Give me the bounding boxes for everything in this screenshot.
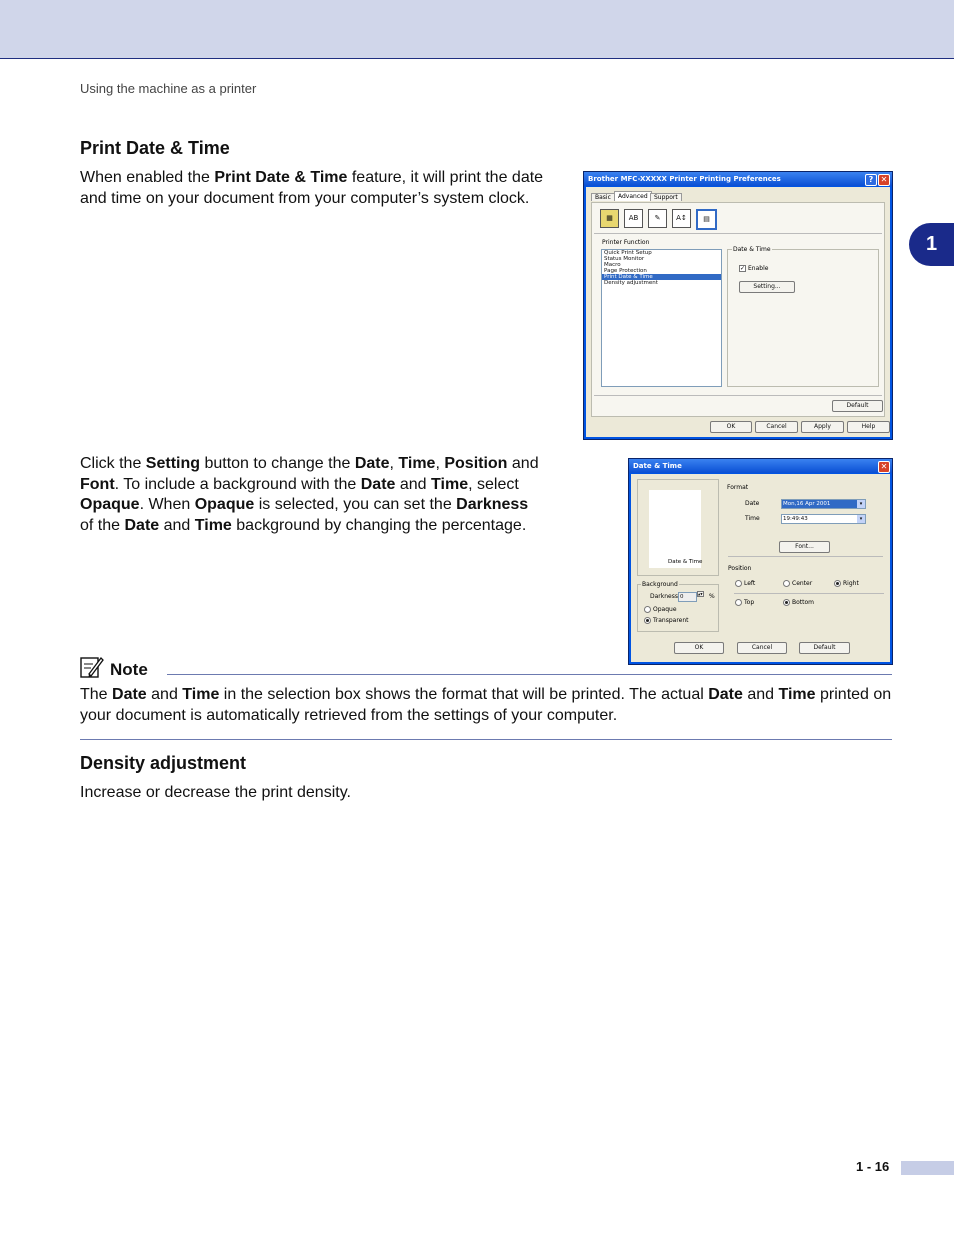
printer-function-item[interactable]: Status Monitor (604, 256, 645, 262)
darkness-value: 0 (680, 594, 684, 600)
dialog2-titlebar (629, 459, 892, 473)
bold-term: Time (182, 686, 220, 703)
tab-basic[interactable]: Basic (591, 193, 615, 201)
radio-left[interactable] (735, 580, 755, 587)
note-pencil-icon (80, 655, 104, 679)
bold-term: Font (80, 475, 115, 493)
header-footer-icon[interactable]: AB (624, 209, 643, 228)
chevron-down-icon[interactable]: ▾ (857, 515, 865, 523)
radio-bottom[interactable] (783, 599, 814, 606)
text-run: is selected, you can set the (254, 496, 457, 513)
cancel-button[interactable]: Cancel (755, 421, 798, 433)
text-run: and (159, 516, 195, 534)
tab-support[interactable]: Support (650, 193, 682, 201)
radio-top[interactable] (735, 599, 754, 606)
time-value: 19:49:43 (783, 516, 808, 522)
device-options-icon[interactable]: ▤ (696, 209, 717, 230)
footer-bar (901, 1161, 954, 1175)
text-run: and (395, 475, 432, 493)
help-icon[interactable]: ? (865, 174, 877, 186)
text-run: . When (139, 496, 195, 513)
bold-term: Darkness (456, 496, 529, 513)
note-rule-bottom (80, 739, 892, 740)
date-time-dialog (628, 458, 893, 665)
apply-button[interactable]: Apply (801, 421, 844, 433)
radio-transparent-label: Transparent (653, 617, 689, 624)
printer-function-item[interactable]: Density adjustment (604, 280, 658, 286)
radio-right-dot[interactable] (834, 580, 841, 587)
time-select[interactable] (781, 514, 866, 524)
chapter-tab: 1 (909, 223, 954, 266)
radio-left-label: Left (744, 580, 756, 587)
tab-advanced[interactable]: Advanced (614, 191, 652, 201)
bold-term: Time (431, 475, 469, 493)
printer-function-item[interactable]: Print Date & Time (602, 274, 721, 280)
text-run: and (507, 455, 539, 472)
radio-top-dot[interactable] (735, 599, 742, 606)
default-button[interactable]: Default (832, 400, 883, 412)
text-run: printed on your document is automatically retrieved from the settings of your computer. (80, 686, 892, 724)
date-time-group-label: Date & Time (733, 246, 771, 253)
text-run: of the (80, 516, 125, 534)
help-button[interactable]: Help (847, 421, 890, 433)
text-run: . To include a background with the (114, 475, 361, 493)
page-number: 1 - 16 (856, 1159, 890, 1174)
bold-term: Date (112, 686, 147, 703)
running-head: Using the machine as a printer (80, 81, 257, 96)
bold-term: Date (354, 455, 390, 472)
darkness-input[interactable] (678, 592, 697, 602)
radio-opaque-label: Opaque (653, 606, 677, 613)
printer-function-label: Printer Function (602, 239, 650, 246)
text-run: , (389, 455, 399, 472)
radio-top-label: Top (744, 599, 755, 606)
darkness-spinner[interactable]: ▲▼ (698, 592, 703, 596)
text-run: button to change the (200, 455, 355, 472)
bold-term: Opaque (194, 496, 255, 513)
page-setting-icon[interactable]: ✎ (648, 209, 667, 228)
dialog2-title: Date & Time (633, 462, 682, 470)
format-label: Format (727, 484, 749, 491)
text-run: and (742, 686, 779, 703)
bold-term: Opaque (80, 496, 140, 513)
ok-button[interactable]: OK (674, 642, 724, 654)
printing-preferences-dialog (583, 171, 893, 440)
bold-term: Date (124, 516, 160, 534)
note-label: Note (110, 660, 148, 679)
preview-date-time: Date & Time (668, 559, 703, 565)
print-quality-icon[interactable]: A↕ (672, 209, 691, 228)
font-button[interactable]: Font... (779, 541, 830, 553)
printer-function-item[interactable]: Macro (604, 262, 621, 268)
enable-checkbox[interactable] (739, 265, 768, 272)
bold-term: Position (444, 455, 508, 472)
text-run: background by changing the percentage. (231, 516, 527, 534)
bold-term: Time (398, 455, 436, 472)
enable-label: Enable (748, 265, 769, 272)
radio-left-dot[interactable] (735, 580, 742, 587)
format-divider (728, 556, 883, 557)
chevron-down-icon[interactable]: ▾ (857, 500, 865, 508)
text-run: in the selection box shows the format that will be printed. The actual (219, 686, 709, 703)
radio-center-dot[interactable] (783, 580, 790, 587)
watermark-icon[interactable]: ▦ (600, 209, 619, 228)
text-run: , (435, 455, 445, 472)
bottom-divider (594, 395, 882, 396)
text-run: feature, it will print the date and time on your document from your computer’s system clock. (80, 169, 544, 207)
radio-right-label: Right (843, 580, 859, 587)
dialog-titlebar (584, 172, 892, 186)
text-run: and (146, 686, 183, 703)
date-select[interactable] (781, 499, 866, 509)
cancel-button[interactable]: Cancel (737, 642, 787, 654)
bold-term: Setting (145, 455, 201, 472)
position-divider (734, 593, 884, 594)
date-value: Mon,16 Apr 2001 (783, 501, 831, 507)
position-label: Position (728, 565, 752, 572)
text-run: The (80, 686, 113, 703)
radio-bottom-label: Bottom (792, 599, 815, 606)
printer-function-item[interactable]: Quick Print Setup (604, 250, 652, 256)
dialog2-body (631, 474, 890, 662)
time-label: Time (745, 515, 760, 522)
density-text: Increase or decrease the print density. (80, 784, 351, 801)
bold-term: Time (194, 516, 232, 534)
close-icon[interactable]: ✕ (878, 461, 890, 473)
radio-opaque[interactable] (644, 606, 677, 613)
setting-button[interactable]: Setting... (739, 281, 795, 293)
enable-check[interactable]: ✓ (740, 265, 746, 272)
top-band (0, 0, 954, 59)
text-run: Click the (80, 455, 146, 472)
radio-opaque-dot[interactable] (644, 606, 651, 613)
percent-label: % (709, 593, 715, 600)
note-text (80, 685, 892, 726)
date-label: Date (745, 500, 760, 507)
preview-page (649, 490, 701, 568)
background-label: Background (642, 581, 678, 588)
section-title-print-date-time: Print Date & Time (80, 138, 230, 158)
bold-term: Date (360, 475, 396, 493)
dialog-body (586, 187, 890, 437)
radio-center[interactable] (783, 580, 812, 587)
dialog-title: Brother MFC-XXXXX Printer Printing Preferences (588, 175, 781, 183)
printer-function-item[interactable]: Page Protection (604, 268, 647, 274)
bold-term: Print Date & Time (214, 169, 348, 186)
paragraph-intro (80, 168, 545, 209)
bold-term: Date (708, 686, 743, 703)
default-button[interactable]: Default (799, 642, 850, 654)
radio-transparent[interactable] (644, 617, 689, 624)
bold-term: Time (778, 686, 816, 703)
radio-bottom-dot[interactable] (783, 599, 790, 606)
icon-divider (594, 233, 882, 234)
ok-button[interactable]: OK (710, 421, 752, 433)
radio-transparent-dot[interactable] (644, 617, 651, 624)
text-run: When enabled the (80, 169, 215, 186)
close-icon[interactable]: ✕ (878, 174, 890, 186)
darkness-label: Darkness (650, 593, 678, 600)
section-title-density: Density adjustment (80, 753, 247, 773)
printer-function-list[interactable] (601, 249, 722, 387)
paragraph-setting (80, 454, 545, 536)
note-rule-top (167, 674, 892, 675)
radio-right[interactable] (834, 580, 859, 587)
radio-center-label: Center (792, 580, 813, 587)
text-run: , select (468, 475, 519, 493)
